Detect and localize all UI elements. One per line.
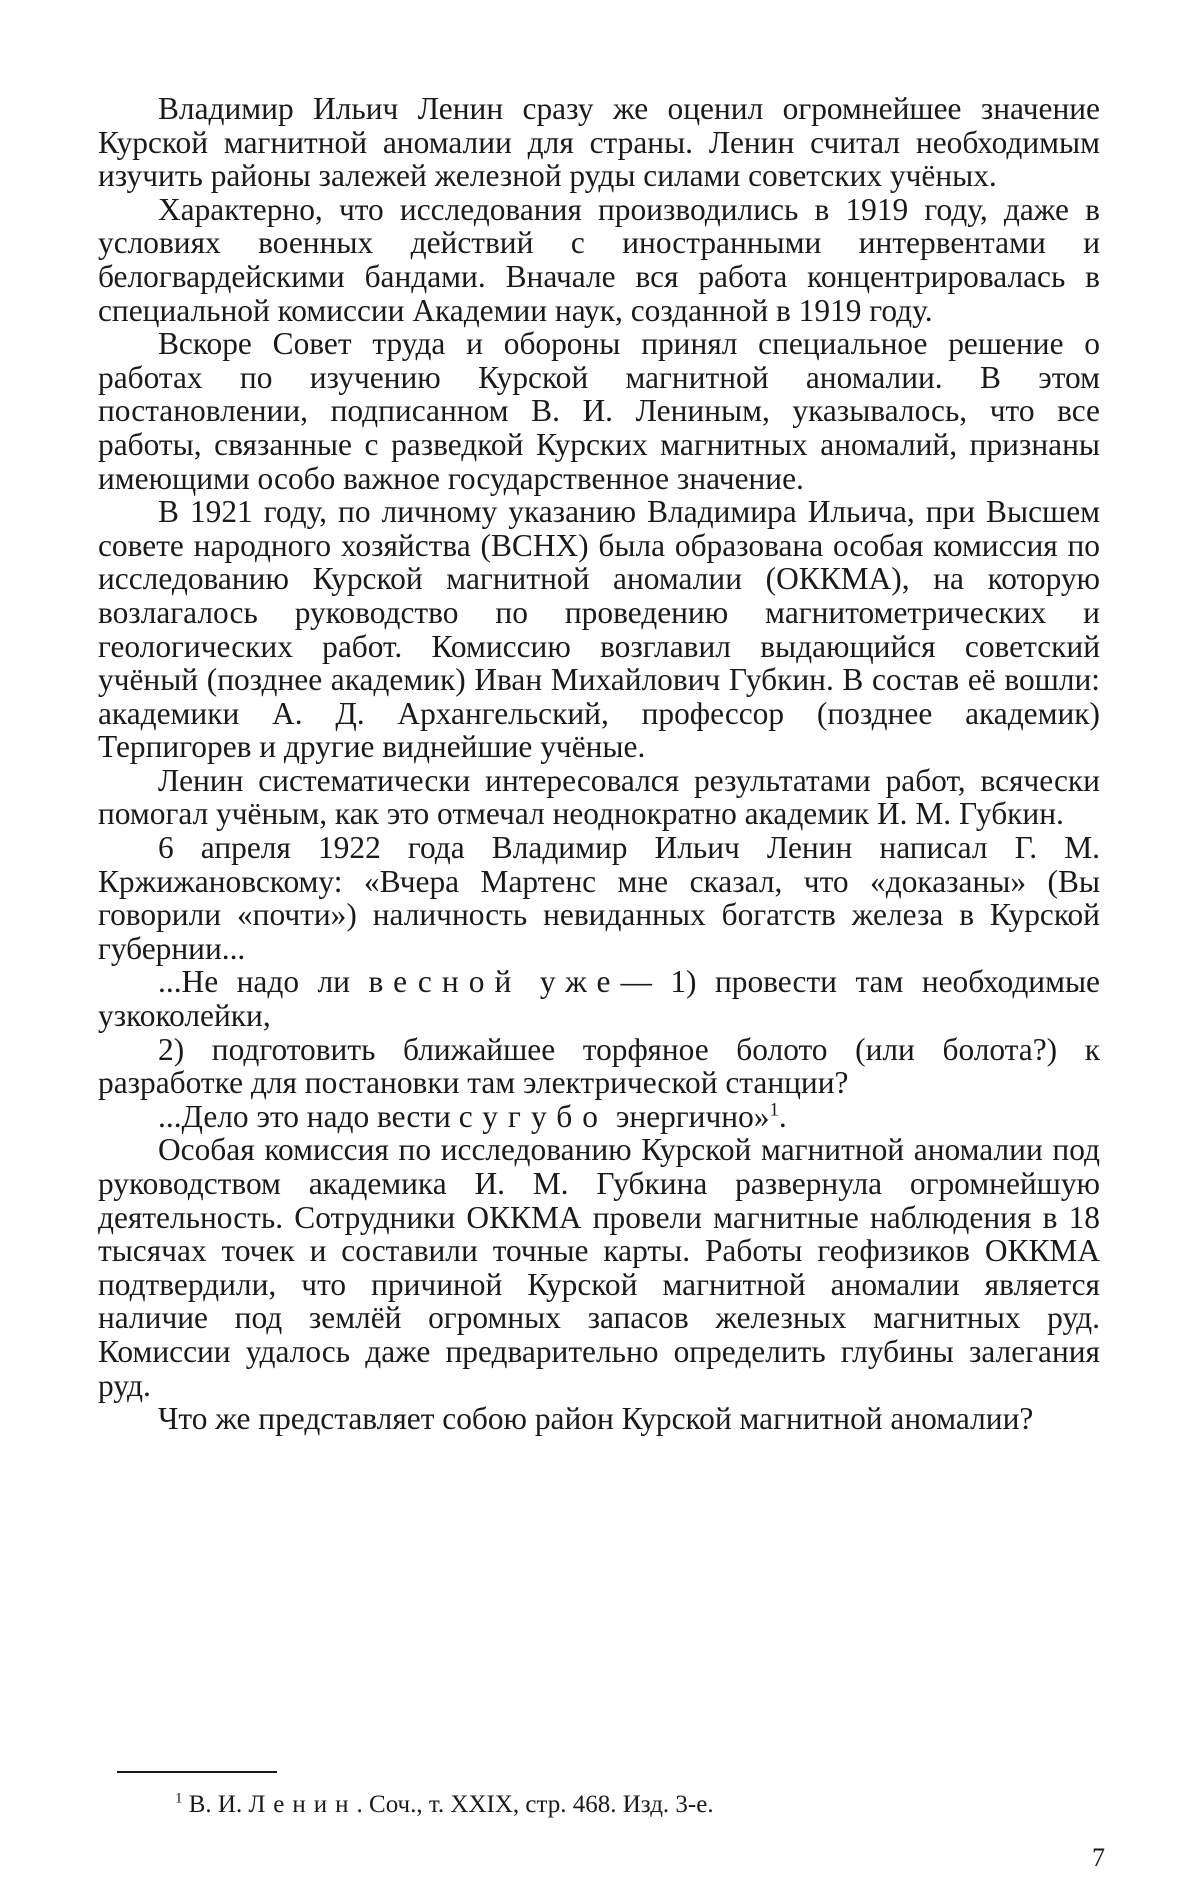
- footnote-initials: В. И.: [188, 1791, 243, 1818]
- footnote-separator: [117, 1771, 277, 1773]
- paragraph-4: В 1921 году, по личному указанию Владимира Ильича, при Высшем совете народного хозяйства (ВСНХ) была образована особая комиссия по исследованию Курской магнитной аномалии (ОККМА), на которую возлагалось руководство по проведению магнитометрических и геологических работ. Комиссию возглавил выдающийся советский учёный (позднее академик) Иван Михайлович Губкин. В состав её вошли: академики А. Д. Архангельский, профессор (позднее академик) Терпигорев и другие виднейшие учёные.: [98, 494, 1100, 765]
- footnote-reference: 1: [769, 1099, 779, 1121]
- quote-line-3-end: энергично»: [615, 1098, 770, 1134]
- footnote-author: Ленин: [248, 1791, 357, 1818]
- quote-line-1: [98, 965, 1100, 1032]
- footnote-mark: 1: [175, 1790, 183, 1807]
- footnote: [175, 1790, 714, 1820]
- footnote-citation: . Соч., т. XXIX, стр. 468. Изд. 3-е.: [356, 1791, 714, 1818]
- paragraph-2: Характерно, что исследования производились в 1919 году, даже в условиях военных действий с иностранными интервентами и белогвардейскими бандами. Вначале вся работа концентрировалась в специальной комиссии Академии наук, созданной в 1919 году.: [98, 191, 1100, 328]
- quote-spaced-word-sugubo: сугубо: [458, 1098, 609, 1134]
- paragraph-6: 6 апреля 1922 года Владимир Ильич Ленин написал Г. М. Кржижановскому: «Вчера Мартенс мне сказал, что «доказаны» (Вы говорили «почти») наличность невиданных богатств железа в Курской губернии...: [98, 830, 1100, 966]
- paragraph-7: Особая комиссия по исследованию Курской магнитной аномалии под руководством академика И. М. Губкина развернула огромнейшую деятельность. Сотрудники ОККМА провели магнитные наблюдения в 18 тысячах точек и составили точные карты. Работы геофизиков ОККМА подтвердили, что причиной Курской магнитной аномалии является наличие под землёй огромных запасов железных магнитных руд. Комиссии удалось даже предварительно определить глубины залегания руд.: [98, 1132, 1100, 1403]
- quote-line-3-period: .: [778, 1098, 787, 1134]
- quote-line-3-start: ...Дело это надо вести: [158, 1098, 451, 1134]
- quote-line-3: [98, 1100, 1100, 1134]
- quote-spaced-word-vesnoy: весной: [368, 964, 522, 1000]
- quote-line-1-end: — 1) провести там необходимые узкоколейки,: [98, 964, 1100, 1034]
- paragraph-5: Ленин систематически интересовался результатами работ, всячески помогал учёным, как это отмечал неоднократно академик И. М. Губкин.: [98, 762, 1100, 832]
- quote-line-1-start: ...Не надо ли: [158, 964, 350, 1000]
- paragraph-1: Владимир Ильич Ленин сразу же оценил огромнейшее значение Курской магнитной аномалии для страны. Ленин считал необходимым изучить районы залежей железной руды силами советских учёных.: [98, 91, 1100, 194]
- quote-spaced-word-uzhe: уже: [539, 964, 621, 1000]
- page-number: 7: [1092, 1843, 1105, 1872]
- main-text: [98, 92, 1100, 1436]
- paragraph-3: Вскоре Совет труда и обороны принял специальное решение о работах по изучению Курской магнитной аномалии. В этом постановлении, подписанном В. И. Лениным, указывалось, что все работы, связанные с разведкой Курских магнитных аномалий, признаны имеющими особо важное государственное значение.: [98, 326, 1100, 496]
- quote-line-2: 2) подготовить ближайшее торфяное болото (или болота?) к разработке для постановки там электрической станции?: [98, 1031, 1100, 1101]
- paragraph-8: Что же представляет собою район Курской магнитной аномалии?: [158, 1401, 1034, 1437]
